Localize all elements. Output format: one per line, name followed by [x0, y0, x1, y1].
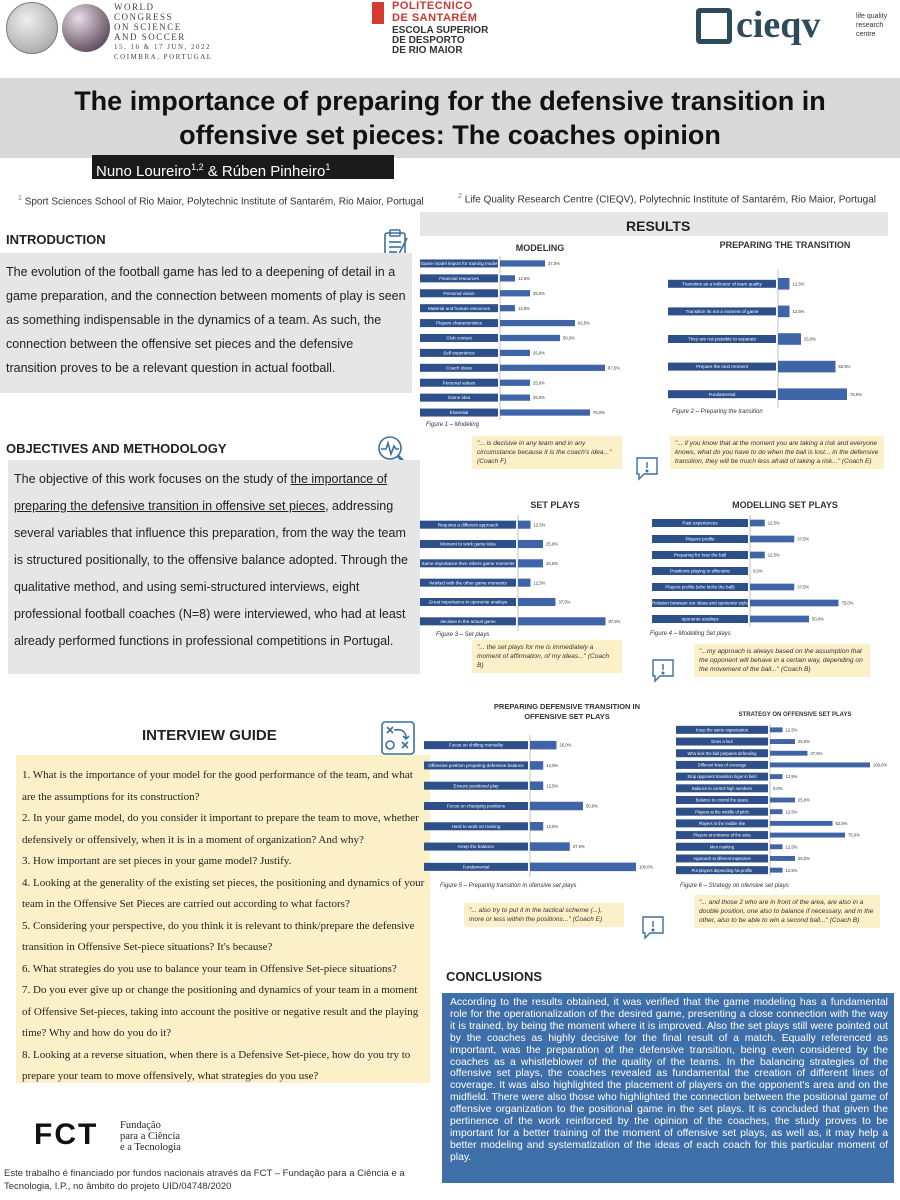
value-label: 50,0% [586, 803, 598, 809]
fct-subtitle-line: para a Ciência [120, 1131, 181, 1142]
category-label: Men marking [709, 844, 735, 850]
data-bar [500, 335, 560, 341]
ips-name-line: DE SANTARÉM [392, 12, 478, 24]
coach-quote: "... and those 2 who are in front of the area, are also in a double position, one also to balance if necessary, and in the other, also to be able to win a second ball..." (Coach B) [694, 895, 880, 928]
data-bar [518, 540, 543, 548]
value-label: 12,5% [546, 783, 559, 789]
data-bar [500, 305, 515, 311]
category-label: Players in the middle line [698, 820, 746, 826]
data-bar [530, 761, 543, 770]
interview-question: 1. What is the importance of your model for the good performance of the team, and what are the assumptions for its construction? [22, 769, 413, 803]
figure-caption: Figure 3 – Set plays [436, 632, 490, 638]
category-label: Fundamental [462, 864, 490, 870]
category-label: Does a foul [711, 739, 733, 745]
value-label: 87,5% [608, 618, 621, 624]
value-label: 25,0% [533, 350, 545, 356]
data-bar [750, 584, 794, 591]
category-label: Game idea [447, 395, 471, 401]
value-label: 37,5% [558, 599, 571, 605]
data-bar [770, 762, 870, 767]
coach-quote: "... is decisive in any team and in any circumstance because it is the coach's idea..." (Coach F) [472, 436, 622, 469]
figure-caption: Figure 5 – Preparing transition in ofensive set plays [440, 883, 577, 889]
category-label: Who kick the ball prepares defending [687, 750, 757, 756]
value-label: 12,5% [533, 522, 546, 528]
data-bar [770, 727, 783, 732]
value-label: 50,0% [812, 616, 824, 622]
category-label: Ensure positional play [453, 783, 499, 789]
interview-question: 3. How important are set pieces in your game model? Justify. [22, 855, 292, 867]
category-label: They are not possible to separate [687, 336, 757, 342]
data-bar [530, 781, 543, 790]
value-label: 75,0% [848, 832, 860, 838]
value-label: 12,5% [767, 520, 780, 526]
value-label: 12,5% [518, 275, 530, 281]
congress-line: WORLD [114, 2, 155, 12]
category-label: Fundamental [708, 391, 736, 397]
results-heading: RESULTS [626, 218, 691, 234]
value-label: 25,0% [533, 290, 545, 296]
value-label: 62,5% [835, 820, 848, 826]
chart-title: MODELLING SET PLAYS [732, 500, 838, 510]
category-label: Balance to control high numbers [691, 785, 753, 791]
objectives-text [14, 466, 416, 655]
congress-line: COIMBRA, PORTUGAL [114, 53, 213, 61]
data-bar [750, 520, 765, 527]
value-label: 37,5% [810, 750, 823, 756]
category-label: oponente analisys [681, 616, 719, 622]
data-bar [770, 809, 783, 814]
category-label: Focus on shifting mentality [448, 742, 504, 748]
affiliation-2-number: 2 [458, 193, 462, 200]
value-label: 62,5% [838, 364, 851, 370]
category-label: Personal vision [443, 290, 475, 296]
category-label: Players at entrance of the area [693, 832, 751, 838]
category-label: Personal values [442, 380, 476, 386]
category-label: Players at the middle of pitch [695, 809, 749, 815]
category-label: Coach Ideas [446, 365, 472, 371]
data-bar [530, 802, 583, 811]
fct-logo: FCT [34, 1118, 99, 1151]
value-label: 0,0% [773, 785, 783, 791]
value-label: 12,5% [785, 844, 798, 850]
data-bar [500, 365, 605, 371]
data-bar [500, 275, 515, 281]
author-1: Nuno Loureiro [96, 163, 192, 180]
preparing-transition-chart [668, 270, 890, 408]
value-label: 75,0% [850, 391, 862, 397]
category-label: Focus on changing positions [446, 803, 506, 809]
value-label: 12,5% [767, 552, 780, 558]
interview-guide-heading: INTERVIEW GUIDE [142, 727, 277, 744]
category-label: Essential [449, 410, 469, 416]
data-bar [750, 600, 839, 607]
value-label: 12,5% [785, 774, 798, 780]
data-bar [750, 616, 809, 623]
data-bar [770, 856, 795, 861]
affiliation-1-number: 1 [18, 195, 22, 202]
value-label: 25,0% [533, 395, 545, 401]
value-label: 62,5% [578, 320, 590, 326]
chart-title: STRATEGY ON OFFENSIVE SET PLAYS [738, 712, 852, 718]
data-bar [518, 521, 531, 529]
introduction-text: The evolution of the football game has led to a deepening of detail in a game preparation, and the connection between moments of play is seen as something indispensable in the dynamics of a team. As such, the connection between the offensive set pieces and the defensive transition proves to be a relevant question in actual football. [6, 265, 406, 375]
data-bar [518, 579, 531, 587]
category-label: Self experience [443, 350, 475, 356]
preparing-defensive-transition-chart [424, 735, 664, 877]
interview-question: 6. What strategies do you use to balance your team in Offensive Set-piece situations? [22, 962, 397, 975]
value-label: 75,0% [593, 410, 605, 416]
data-bar [530, 741, 557, 750]
data-bar [518, 598, 556, 606]
objectives-text-end: , addressing several variables that influence this preparation, from the way the team is structured positionally, to the offensive balance adopted. Through the qualitative method, and using semi-structured interviews, eight professional football coaches (N=8) were interviewed, who had at least already performed functions in professional competitions in Portugal. [14, 499, 409, 648]
figure-caption: Figure 2 – Preparing the transition [672, 409, 763, 415]
cieqv-logo-mark [696, 8, 732, 44]
category-label: Game model import for training model [420, 261, 498, 267]
category-label: Offensive position preparing defensive balance [428, 763, 524, 769]
quote-alert-icon [650, 657, 676, 683]
coach-quote: "... if you know that at the moment you are taking a risk and everyone knows, what do you have to do when the ball is lost... in the defensive transition, they will be much less afraid of taking a risk..." (Coach E) [670, 436, 884, 469]
category-label: Keep the balance [458, 844, 494, 850]
category-label: Stop opponent transition higer in field [687, 774, 757, 780]
coach-quote: "...my approach is always based on the assumption that the opponent will behave in a certain way, depending on the movement of the ball..." (Coach B) [694, 644, 870, 677]
interview-question: 2. In your game model, do you consider it important to prepare the team to move, whether defensively or offensively, when it is in a moment of organization? And why? [22, 812, 419, 846]
interview-question-list [22, 765, 426, 1088]
category-label: Positionis playing in offensive [670, 568, 730, 574]
cieqv-tagline: life quality research centre [856, 13, 888, 38]
figure-caption: Figure 1 – Modeling [426, 422, 480, 428]
affiliation-2-text: Life Quality Research Centre (CIEQV), Polytechnic Institute of Santarém, Rio Maior, Portugal [464, 194, 876, 206]
strategy-offensive-set-plays-chart [676, 724, 888, 876]
data-bar [500, 350, 530, 356]
author-2-affil: 1 [325, 162, 331, 172]
value-label: 25,0% [559, 742, 572, 748]
value-label: 12,5% [546, 823, 559, 829]
value-label: 37,5% [797, 584, 810, 590]
category-label: Approach to diferent trajetories [693, 856, 751, 862]
ips-school-line: ESCOLA SUPERIOR [392, 25, 489, 36]
congress-line: ON SCIENCE [114, 22, 182, 32]
fct-logo-subtitle [120, 1120, 181, 1153]
category-label: Transition its not a moment of game [685, 309, 759, 314]
interview-question: 5. Considering your perspective, do you think it is relevant to think/prepare the defensive transition in Offensive Set-piece situations? It's because? [22, 919, 415, 953]
data-bar [778, 278, 790, 290]
poster-title: The importance of preparing for the defensive transition in offensive set pieces: The coaches opinion [74, 86, 826, 150]
category-label: Keep the same organization [695, 727, 749, 733]
value-label: 25,0% [798, 797, 810, 803]
category-label: Put players depending his profile [691, 867, 753, 873]
data-bar [518, 617, 606, 625]
data-bar [530, 863, 636, 872]
author-2: Rúben Pinheiro [221, 163, 326, 180]
category-label: Great importance in oponente analisys [428, 599, 508, 605]
data-bar [778, 388, 847, 400]
congress-line: 15, 16 & 17 JUN, 2022 [114, 43, 212, 51]
affiliation-1 [18, 195, 424, 207]
tactics-board-icon [380, 720, 416, 756]
value-label: 12,5% [785, 727, 798, 733]
value-label: 12,5% [792, 309, 805, 314]
value-label: 87,5% [608, 365, 620, 371]
data-bar [518, 559, 543, 567]
data-bar [770, 739, 795, 744]
cieqv-logo-name: cieqv [736, 4, 821, 46]
data-bar [500, 260, 545, 266]
value-label: 75,0% [841, 600, 854, 606]
quote-alert-icon [640, 914, 666, 940]
data-bar [530, 842, 570, 851]
data-bar [530, 822, 543, 831]
data-bar [500, 395, 530, 401]
value-label: 0,0% [753, 568, 763, 574]
data-bar [500, 320, 575, 326]
category-label: decisive in the actual game [440, 618, 496, 624]
value-label: 37,5% [548, 261, 560, 267]
value-label: 25,0% [804, 336, 816, 342]
authors [92, 155, 394, 179]
value-label: 12,5% [518, 305, 530, 311]
category-label: Financial resources [439, 275, 479, 281]
data-bar [750, 536, 794, 543]
ips-logo-name [392, 0, 477, 24]
data-bar [778, 361, 836, 373]
value-label: 100,0% [639, 864, 654, 870]
interview-question: 4. Looking at the generality of the existing set pieces, the positioning and dynamics of your team in the Offensive Set Pieces are carried out according to what factors? [22, 876, 425, 910]
value-label: 25,0% [798, 739, 810, 745]
data-bar [778, 333, 801, 345]
congress-logo-text [114, 2, 224, 62]
value-label: 12,5% [785, 867, 798, 873]
value-label: 37,5% [797, 536, 810, 542]
objectives-text-emphasis: the importance of preparing the defensive transition in offensive set pieces [14, 472, 388, 513]
ips-school-name [392, 26, 488, 56]
data-bar [770, 868, 783, 873]
interview-question: 7. Do you ever give up or change the positioning and dynamics of your team in a moment of Offensive Set-pieces, taking into account the positive or negative result and the playing time? Why and how do you do it? [22, 984, 419, 1039]
objectives-heading: OBJECTIVES AND METHODOLOGY [6, 441, 227, 456]
ips-school-line: DE RIO MAIOR [392, 45, 463, 56]
category-label: Balance to control the space [695, 797, 749, 803]
value-label: 25,0% [546, 541, 558, 547]
value-label: 12,5% [546, 763, 559, 769]
soccer-ball-logo [6, 2, 58, 54]
data-bar [750, 552, 765, 559]
data-bar [500, 290, 530, 296]
fct-subtitle-line: Fundação [120, 1120, 161, 1131]
interview-question: 8. Looking at a reverse situation, when there is a Defensive Set-piece, how do you try to prepare your team to move offensively, what strategies do you use? [22, 1048, 411, 1082]
category-label: Hard to work on training [451, 823, 501, 829]
data-bar [770, 821, 833, 826]
category-label: Different lines of coverage [697, 762, 747, 768]
conclusions-text: According to the results obtained, it was verified that the game modeling has a fundamental role for the operationalization of the desired game, presenting a close connection with the way it is trained, by being the moment where it is improved. Also the set plays still were pointed out by the coaches as highly decisive for the final result of a match. Equally referenced as important, was the preparation of the defensive transition, being even considered by the coaches as a whistleblower of the quality of the teams. In the balancing strategies of the offensive set plays, the coaches revealed as fundamental the creation of different lines of coverage. It was also highlighted the placement of players on the opponent's area and on the midfield. There were also those who highlighted the connection between the positional game of offensive organization to the positional game in the set plays. It is concluded that given the pertinence of the work reinforced by the opinion of the coaches, the study proves to be important for a better training of the moment of offensive set plays, as well as, it may help a better modeling and systematization of the ideas of each coach for this particular moment of play. [450, 997, 888, 1163]
category-label: Prepare the next moment [696, 364, 748, 370]
value-label: 25,0% [546, 560, 558, 566]
value-label: 12,5% [785, 809, 798, 815]
ips-logo-mark [372, 2, 384, 24]
value-label: 12,5% [533, 580, 546, 586]
author-1-affil: 1,2 [191, 162, 204, 172]
data-bar [770, 774, 783, 779]
data-bar [778, 306, 790, 318]
category-label: Players profile (who kicks the ball) [665, 584, 735, 590]
modelling-set-plays-chart [652, 515, 890, 627]
chart-title: MODELING [515, 243, 565, 253]
category-label: Preparing for lose the ball [673, 552, 727, 558]
congress-sphere-logo [62, 4, 110, 52]
chart-title: PREPARING DEFENSIVE TRANSITION IN OFFENSIVE SET PLAYS [493, 702, 641, 721]
value-label: 100,0% [873, 762, 888, 768]
data-bar [500, 409, 590, 415]
category-label: Worked with the other game moments [429, 580, 507, 586]
chart-title: SET PLAYS [530, 500, 580, 510]
fct-subtitle-line: e a Tecnologia [120, 1142, 181, 1153]
introduction-heading: INTRODUCTION [6, 232, 106, 247]
category-label: Club context [446, 335, 472, 341]
quote-alert-icon [634, 455, 660, 481]
author-separator: & [203, 163, 222, 180]
data-bar [770, 833, 845, 838]
affiliation-1-text: Sport Sciences School of Rio Maior, Polytechnic Institute of Santarém, Rio Maior, Portugal [24, 196, 424, 208]
category-label: Players profile [685, 536, 715, 542]
category-label: Relation between our ideas and oponente style [652, 600, 748, 606]
category-label: Requires a different approach [437, 522, 499, 528]
category-label: Transition as a indicator of team quality [682, 281, 762, 287]
data-bar [770, 798, 795, 803]
data-bar [500, 380, 530, 386]
value-label: 12,5% [792, 281, 805, 287]
category-label: Past experiences [682, 520, 718, 526]
value-label: 37,5% [572, 844, 585, 850]
chart-title: PREPARING THE TRANSITION [719, 240, 851, 250]
conclusions-heading: CONCLUSIONS [446, 969, 543, 984]
figure-caption: Figure 6 – Strategy on ofensive set plays [680, 883, 789, 889]
modeling-chart [420, 256, 660, 420]
category-label: Moment to work game idea [440, 541, 496, 547]
category-label: Material and human resources [427, 305, 491, 311]
set-plays-chart [420, 515, 640, 631]
coach-quote: "... the set plays for me is immediately a moment of affirmation, of my ideas..." (Coach B) [472, 640, 622, 673]
congress-line: AND SOCCER [114, 32, 186, 42]
ips-name-line: POLITECNICO [392, 0, 473, 12]
value-label: 25,0% [798, 856, 810, 862]
funding-statement: Este trabalho é financiado por fundos nacionais através da FCT – Fundação para a Ciência e a Tecnologia, I.P., no âmbito do projeto UID/04748/2020 [4, 1168, 405, 1192]
category-label: Players characteristics [436, 320, 482, 326]
category-label: Same importance then others game moments [421, 560, 515, 566]
affiliation-2 [458, 193, 876, 205]
figure-caption: Figure 4 – Modelling Set plays [650, 631, 731, 637]
value-label: 50,0% [563, 335, 575, 341]
data-bar [770, 751, 808, 756]
coach-quote: "... also try to put it in the tactical scheme (...), more or less within the positions..." (Coach E) [464, 903, 624, 927]
ips-school-line: DE DESPORTO [392, 35, 465, 46]
data-bar [770, 844, 783, 849]
value-label: 25,0% [533, 380, 545, 386]
congress-line: CONGRESS [114, 12, 174, 22]
objectives-text-start: The objective of this work focuses on the study of [14, 472, 291, 486]
